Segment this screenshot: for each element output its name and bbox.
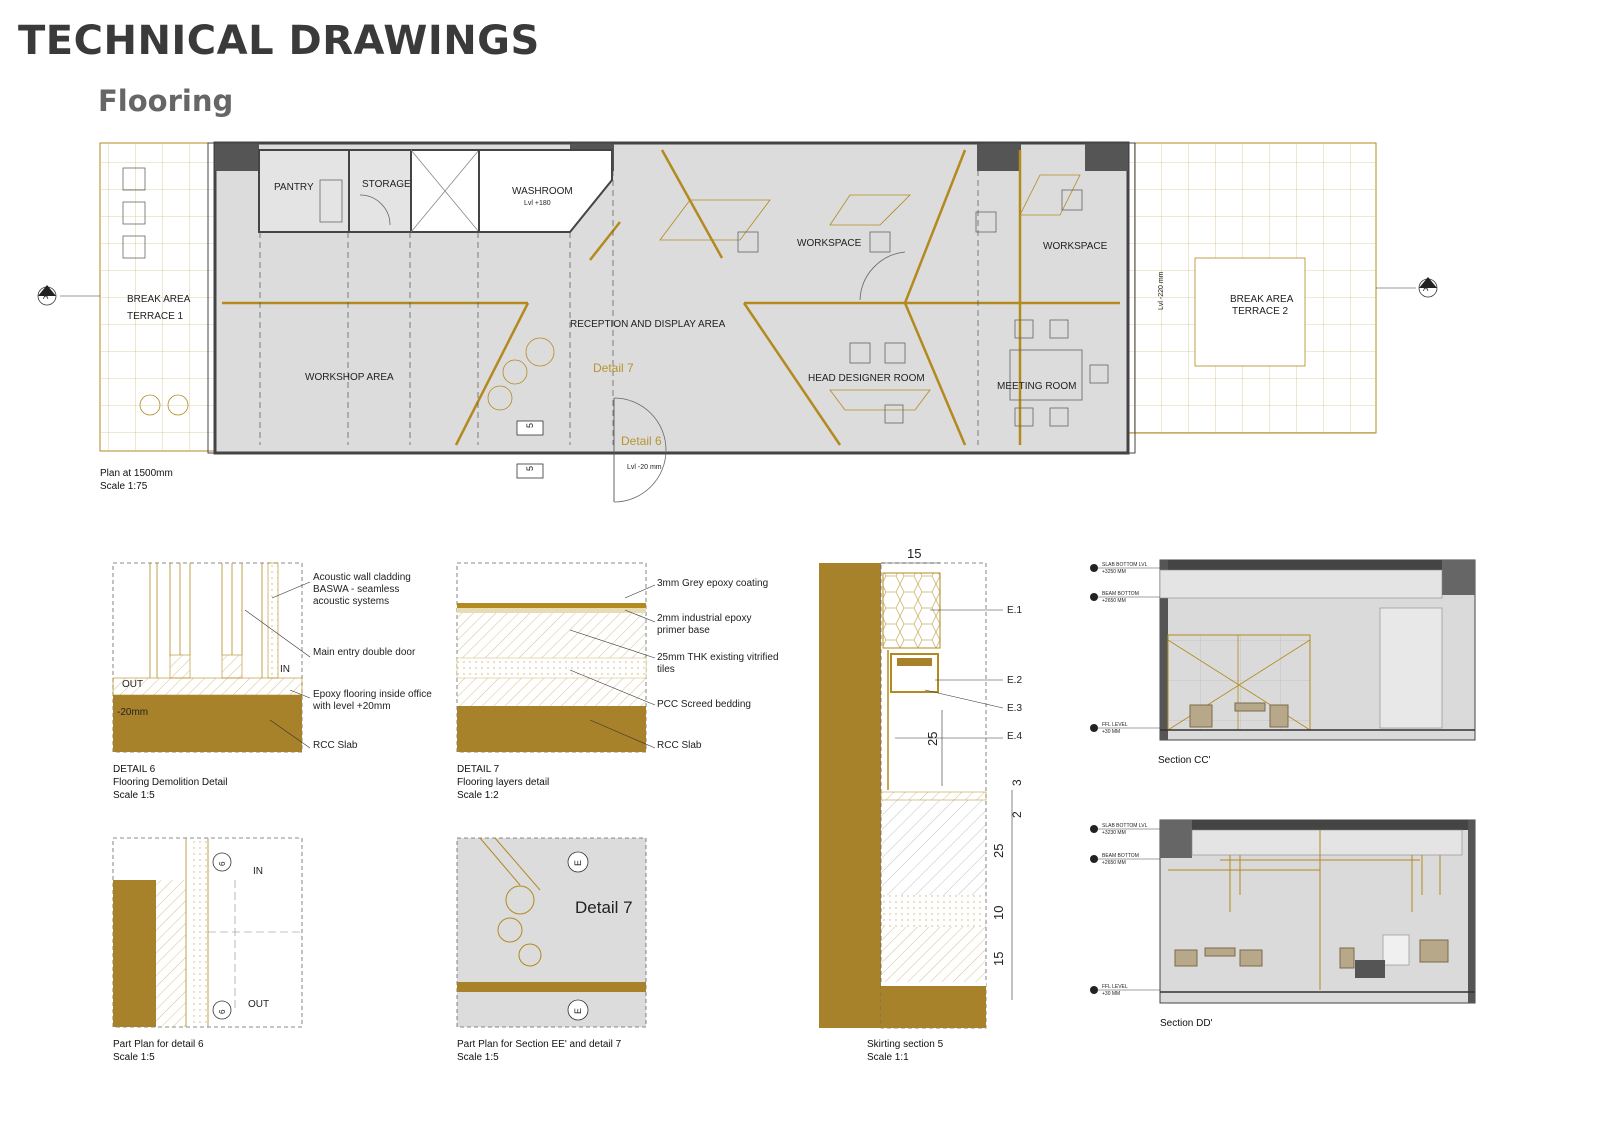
part-plan-7 xyxy=(457,838,646,1063)
part-plan-6-marker-top: 6 xyxy=(218,861,227,866)
door-level-label: Lvl -20 mm xyxy=(627,464,662,471)
cc-level-1-name: SLAB BOTTOM LVL xyxy=(1102,562,1148,568)
room-label-workspace-1: WORKSPACE xyxy=(797,238,862,249)
skirting-dim-25a: 25 xyxy=(925,731,940,746)
detail-6-out: OUT xyxy=(122,679,144,690)
skirting-dim-10: 10 xyxy=(991,905,1006,920)
skirting-section xyxy=(819,546,1024,1063)
skirting-dim-25b: 25 xyxy=(991,843,1006,858)
detail-6-label-3: acoustic systems xyxy=(313,596,390,607)
detail-7-tag: Detail 7 xyxy=(593,361,634,375)
room-label-workshop: WORKSHOP AREA xyxy=(305,372,394,383)
section-mark-a-prime-label: A' xyxy=(1423,284,1430,293)
room-label-terrace-1: TERRACE 1 xyxy=(127,311,184,322)
page-title: TECHNICAL DRAWINGS xyxy=(18,18,540,64)
detail-6-label-7: RCC Slab xyxy=(313,740,358,751)
skirting-caption-2: Scale 1:1 xyxy=(867,1052,909,1063)
detail-7-label-4: 25mm THK existing vitrified xyxy=(657,652,779,663)
terrace-2-level-label: Lvl -220 mm xyxy=(1158,271,1165,310)
section-cc-caption: Section CC' xyxy=(1158,755,1211,766)
skirting-e2: E.2 xyxy=(1007,675,1023,686)
section-marker-a xyxy=(38,285,100,305)
plan-caption-scale: Scale 1:75 xyxy=(100,481,148,492)
cc-level-2-value: +2650 MM xyxy=(1102,598,1126,604)
room-label-pantry: PANTRY xyxy=(274,182,314,193)
part-plan-6-in: IN xyxy=(253,866,263,877)
section-dd xyxy=(1090,820,1475,1029)
detail-7-label-2: 2mm industrial epoxy xyxy=(657,613,752,624)
skirting-dim-2: 2 xyxy=(1010,811,1024,818)
dd-level-3-name: FFL LEVEL xyxy=(1102,984,1128,990)
skirting-dim-15: 15 xyxy=(991,951,1006,966)
skirting-dim-top: 15 xyxy=(907,546,922,561)
skirting-caption-1: Skirting section 5 xyxy=(867,1039,944,1050)
part-plan-6-out: OUT xyxy=(248,999,270,1010)
page-subtitle: Flooring xyxy=(98,84,234,118)
detail-6-tag: Detail 6 xyxy=(621,434,662,448)
dd-level-3-value: +30 MM xyxy=(1102,991,1121,997)
part-plan-7-caption-2: Scale 1:5 xyxy=(457,1052,499,1063)
room-label-break-area-1: BREAK AREA xyxy=(127,294,191,305)
detail-6-caption-3: Scale 1:5 xyxy=(113,790,155,801)
cc-level-1-value: +3250 MM xyxy=(1102,569,1126,575)
detail-7-label-5: tiles xyxy=(657,664,675,675)
room-label-meeting: MEETING ROOM xyxy=(997,381,1077,392)
detail-6-caption-2: Flooring Demolition Detail xyxy=(113,777,228,788)
detail-7-label-6: PCC Screed bedding xyxy=(657,699,751,710)
section-5-label-b: 5 xyxy=(525,465,535,471)
section-mark-a-label: A xyxy=(43,292,49,301)
detail-6-in: IN xyxy=(280,664,290,675)
detail-6-label-6: with level +20mm xyxy=(313,701,391,712)
plan-caption-title: Plan at 1500mm xyxy=(100,468,173,479)
room-label-terrace-2: TERRACE 2 xyxy=(1232,306,1289,317)
detail-6-label-1: Acoustic wall cladding xyxy=(313,572,411,583)
detail-7-caption-1: DETAIL 7 xyxy=(457,764,500,775)
room-label-head-designer: HEAD DESIGNER ROOM xyxy=(808,373,925,384)
part-plan-6 xyxy=(113,838,302,1063)
part-plan-7-caption-1: Part Plan for Section EE' and detail 7 xyxy=(457,1039,622,1050)
part-plan-7-marker-top: E xyxy=(573,859,583,866)
detail-7-label-7: RCC Slab xyxy=(657,740,702,751)
dd-level-1-name: SLAB BOTTOM LVL xyxy=(1102,823,1148,829)
detail-6-caption-1: DETAIL 6 xyxy=(113,764,156,775)
room-label-workspace-2: WORKSPACE xyxy=(1043,241,1108,252)
detail-7-label-3: primer base xyxy=(657,625,710,636)
part-plan-6-marker-bottom: 6 xyxy=(218,1009,227,1014)
part-plan-6-caption-1: Part Plan for detail 6 xyxy=(113,1039,204,1050)
cc-level-3-name: FFL LEVEL xyxy=(1102,722,1128,728)
section-cc xyxy=(1090,560,1475,766)
part-plan-7-marker-bottom: E xyxy=(573,1007,583,1014)
detail-6-section xyxy=(113,563,432,801)
detail-6-label-5: Epoxy flooring inside office xyxy=(313,689,432,700)
section-marker-a-prime xyxy=(1376,277,1437,297)
skirting-e1: E.1 xyxy=(1007,605,1023,616)
room-level-washroom: Lvl +180 xyxy=(524,200,551,207)
section-dd-caption: Section DD' xyxy=(1160,1018,1213,1029)
detail-7-section xyxy=(457,563,779,801)
detail-6-label-2: BASWA - seamless xyxy=(313,584,400,595)
dd-level-1-value: +3230 MM xyxy=(1102,830,1126,836)
room-label-storage: STORAGE xyxy=(362,179,411,190)
dd-level-2-value: +2650 MM xyxy=(1102,860,1126,866)
floor-plan xyxy=(38,143,1437,502)
room-label-washroom: WASHROOM xyxy=(512,186,573,197)
detail-7-caption-3: Scale 1:2 xyxy=(457,790,499,801)
detail-7-caption-2: Flooring layers detail xyxy=(457,777,550,788)
part-plan-7-tag: Detail 7 xyxy=(575,898,633,917)
detail-7-label-1: 3mm Grey epoxy coating xyxy=(657,578,769,589)
detail-6-label-4: Main entry double door xyxy=(313,647,416,658)
skirting-e4: E.4 xyxy=(1007,731,1023,742)
skirting-e3: E.3 xyxy=(1007,703,1023,714)
room-label-reception: RECEPTION AND DISPLAY AREA xyxy=(570,319,726,330)
room-label-break-area-2: BREAK AREA xyxy=(1230,294,1294,305)
dd-level-2-name: BEAM BOTTOM xyxy=(1102,853,1139,859)
section-5-label-a: 5 xyxy=(525,422,535,428)
detail-6-level: -20mm xyxy=(117,707,149,718)
part-plan-6-caption-2: Scale 1:5 xyxy=(113,1052,155,1063)
cc-level-3-value: +30 MM xyxy=(1102,729,1121,735)
skirting-dim-3: 3 xyxy=(1010,779,1024,786)
cc-level-2-name: BEAM BOTTOM xyxy=(1102,591,1139,597)
